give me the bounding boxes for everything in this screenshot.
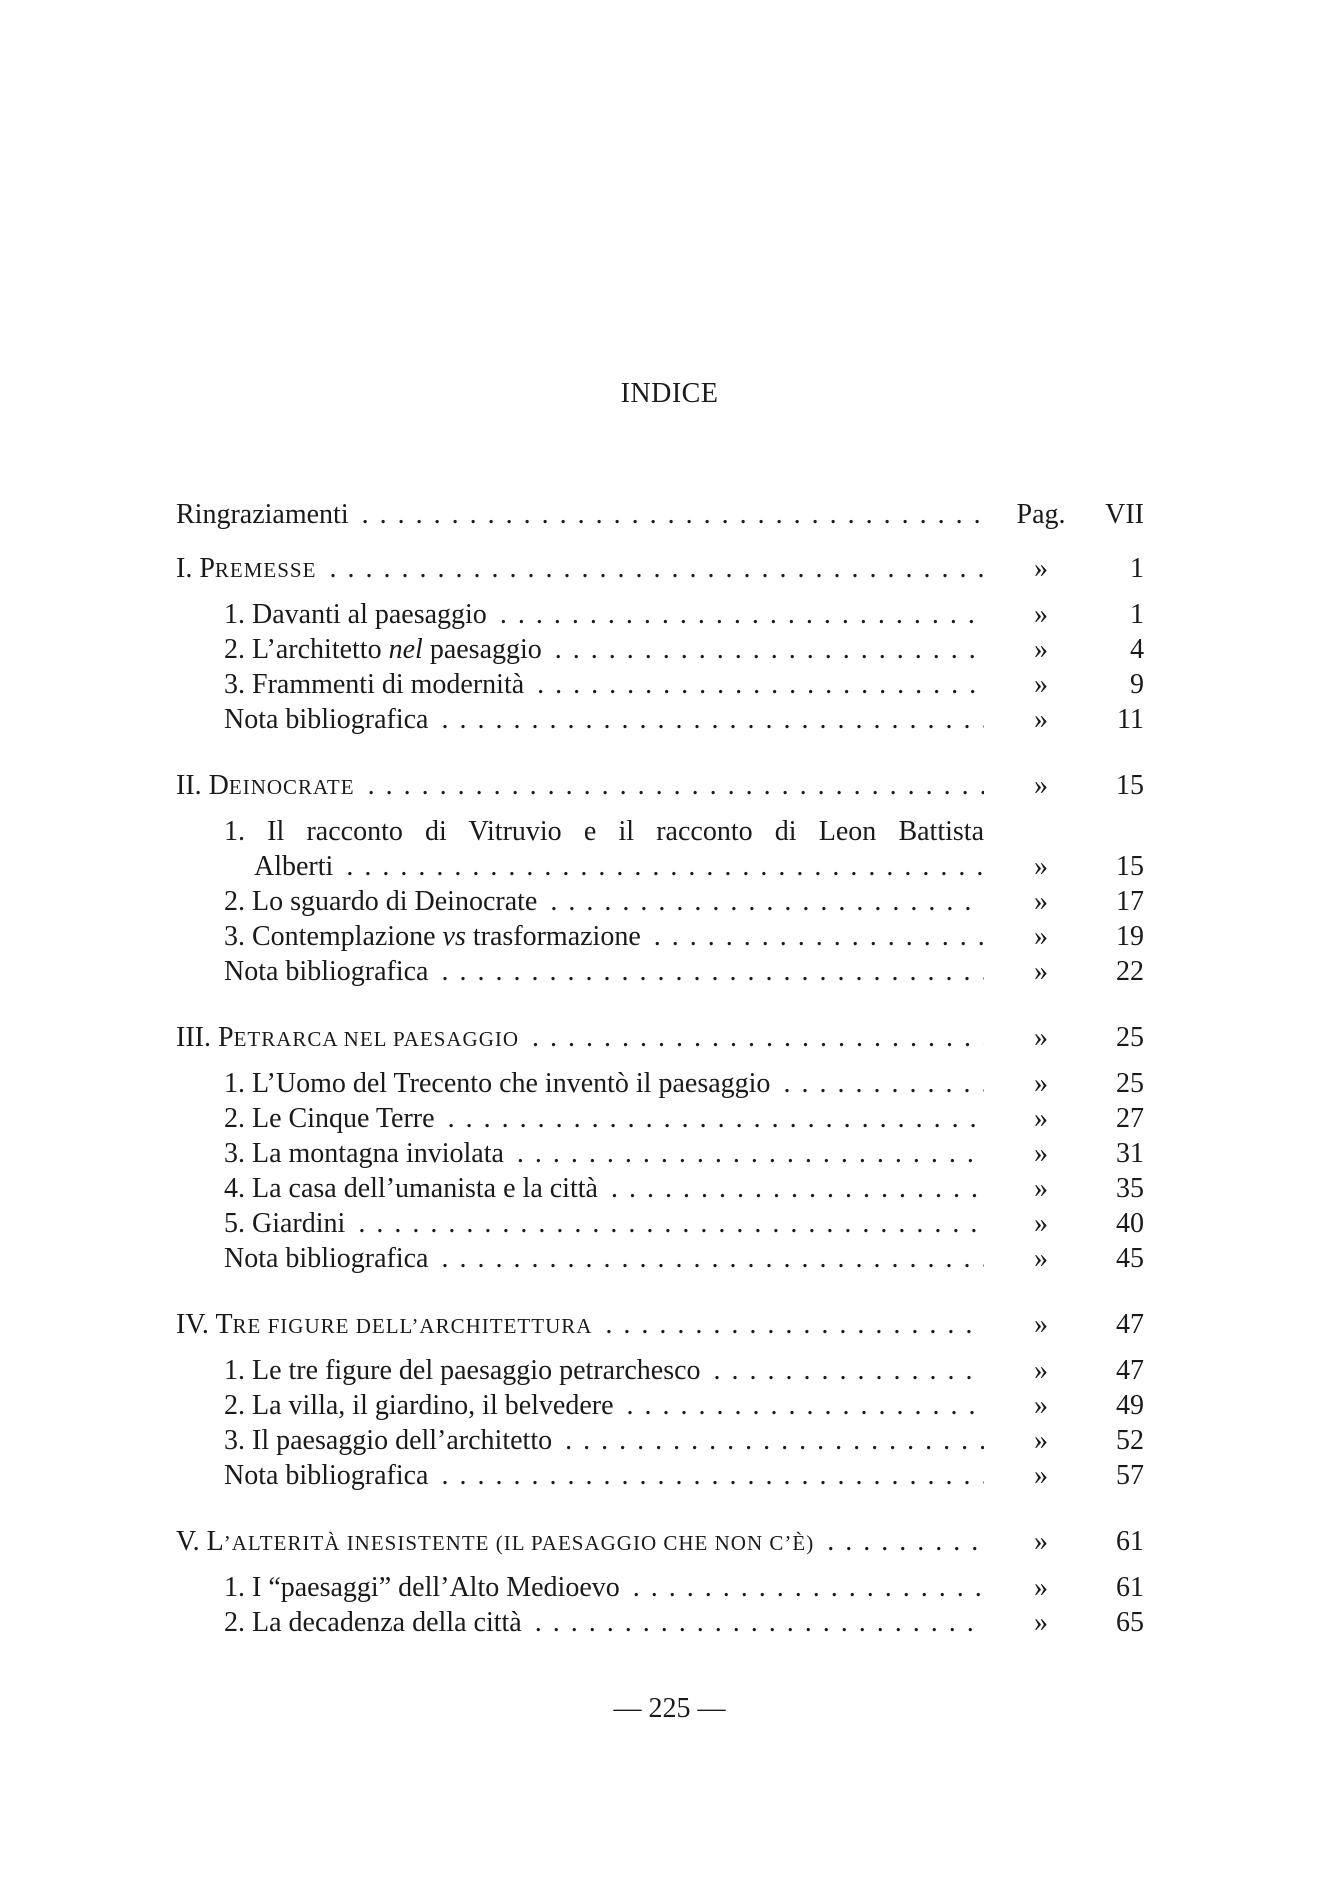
ditto-mark: »: [1034, 886, 1048, 917]
toc-entry[interactable]: [176, 597, 1144, 632]
ditto-mark: »: [1034, 1390, 1048, 1421]
ditto-mark: »: [1034, 1309, 1048, 1340]
toc-entry[interactable]: [176, 1066, 1144, 1101]
toc-entry[interactable]: [176, 1605, 1144, 1640]
entry-title: 3. Frammenti di modernità: [224, 669, 528, 700]
pag-label: Pag.: [1016, 499, 1066, 530]
entry-page: 1: [1130, 553, 1144, 584]
entry-page: 1: [1130, 599, 1144, 630]
chapter-title: RE FIGURE DELL’ARCHITETTURA: [232, 1314, 593, 1338]
ditto-mark: »: [1034, 1526, 1048, 1557]
toc-entry[interactable]: [176, 1206, 1144, 1241]
ditto-mark: »: [1034, 553, 1048, 584]
toc-entry[interactable]: [176, 1136, 1144, 1171]
entry-title: 4. La casa dell’umanista e la città: [224, 1173, 602, 1204]
entry-title: 5. Giardini: [224, 1208, 349, 1239]
entry-page: 17: [1116, 886, 1144, 917]
toc-chapter-1[interactable]: I. PREMESSE . . . » 1: [176, 551, 1144, 586]
toc-chapter-3[interactable]: III. PETRARCA NEL PAESAGGIO . . . » 25: [176, 1020, 1144, 1055]
entry-page: 47: [1116, 1309, 1144, 1340]
entry-page: 11: [1117, 704, 1144, 735]
entry-page: 27: [1116, 1103, 1144, 1134]
entry-page: 31: [1116, 1138, 1144, 1169]
entry-title: 3. Il paesaggio dell’architetto: [224, 1425, 556, 1456]
entry-title: Nota bibliografica: [224, 1460, 432, 1491]
toc-entry[interactable]: [176, 667, 1144, 702]
toc-entry[interactable]: [176, 1458, 1144, 1493]
entry-page: 57: [1116, 1460, 1144, 1491]
chapter-numeral: III.: [176, 1022, 211, 1053]
entry-title: 2. La decadenza della città: [224, 1607, 526, 1638]
toc-entry[interactable]: [176, 702, 1144, 737]
entry-title: 1. I “paesaggi” dell’Alto Medioevo: [224, 1572, 624, 1603]
entry-title: Ringraziamenti: [176, 499, 353, 530]
toc-entry[interactable]: [176, 1353, 1144, 1388]
ditto-mark: »: [1034, 669, 1048, 700]
ditto-mark: »: [1034, 1068, 1048, 1099]
toc-entry[interactable]: [176, 954, 1144, 989]
entry-title: 3. La montagna inviolata: [224, 1138, 508, 1169]
toc-chapter-4[interactable]: IV. TRE FIGURE DELL’ARCHITETTURA . . . » 47: [176, 1307, 1144, 1342]
toc-entry[interactable]: 2. L’architetto nel paesaggio . . . » 4: [176, 632, 1144, 667]
toc-entry[interactable]: [176, 1388, 1144, 1423]
table-of-contents: [176, 497, 1144, 1640]
entry-page: 65: [1116, 1607, 1144, 1638]
entry-page: VII: [1105, 499, 1144, 530]
ditto-mark: »: [1034, 1208, 1048, 1239]
entry-title: 2. Lo sguardo di Deinocrate: [224, 886, 541, 917]
ditto-mark: »: [1034, 921, 1048, 952]
entry-page: 4: [1130, 634, 1144, 665]
chapter-numeral: IV.: [176, 1309, 209, 1340]
ditto-mark: »: [1034, 956, 1048, 987]
chapter-title: REMESSE: [214, 558, 317, 582]
toc-entry[interactable]: [176, 849, 1144, 884]
chapter-numeral: V.: [176, 1526, 200, 1557]
ditto-mark: »: [1034, 704, 1048, 735]
toc-chapter-2[interactable]: II. DEINOCRATE . . . » 15: [176, 768, 1144, 803]
entry-title: 1. L’Uomo del Trecento che inventò il paesaggio: [224, 1068, 774, 1099]
entry-title: 1. Davanti al paesaggio: [224, 599, 491, 630]
entry-page: 25: [1116, 1068, 1144, 1099]
entry-page: 61: [1116, 1572, 1144, 1603]
entry-title: Nota bibliografica: [224, 956, 432, 987]
ditto-mark: »: [1034, 1425, 1048, 1456]
entry-title: 2. Le Cinque Terre: [224, 1103, 439, 1134]
toc-entry[interactable]: [176, 814, 1144, 849]
ditto-mark: »: [1034, 770, 1048, 801]
toc-entry[interactable]: [176, 1101, 1144, 1136]
entry-page: 52: [1116, 1425, 1144, 1456]
entry-page: 9: [1130, 669, 1144, 700]
ditto-mark: »: [1034, 1572, 1048, 1603]
toc-entry[interactable]: [176, 1241, 1144, 1276]
ditto-mark: »: [1034, 1138, 1048, 1169]
ditto-mark: »: [1034, 1460, 1048, 1491]
toc-entry[interactable]: [176, 1423, 1144, 1458]
entry-page: 45: [1116, 1243, 1144, 1274]
entry-page: 40: [1116, 1208, 1144, 1239]
entry-page: 15: [1116, 851, 1144, 882]
ditto-mark: »: [1034, 1022, 1048, 1053]
entry-title: 2. La villa, il giardino, il belvedere: [224, 1390, 618, 1421]
toc-entry[interactable]: 3. Contemplazione vs trasformazione . . . » 19: [176, 919, 1144, 954]
chapter-title: ETRARCA NEL PAESAGGIO: [233, 1027, 520, 1051]
entry-page: 15: [1116, 770, 1144, 801]
toc-entry-ringraziamenti[interactable]: [176, 497, 1144, 532]
chapter-title: ’ALTERITÀ INESISTENTE (IL PAESAGGIO CHE NON C’È): [223, 1531, 815, 1555]
entry-page: 22: [1116, 956, 1144, 987]
entry-page: 35: [1116, 1173, 1144, 1204]
page-title: INDICE: [620, 378, 719, 409]
toc-entry[interactable]: [176, 884, 1144, 919]
ditto-mark: »: [1034, 1243, 1048, 1274]
ditto-mark: »: [1034, 634, 1048, 665]
entry-title: Nota bibliografica: [224, 704, 432, 735]
ditto-mark: »: [1034, 599, 1048, 630]
ditto-mark: »: [1034, 1103, 1048, 1134]
entry-title: Alberti: [254, 851, 337, 882]
chapter-numeral: I.: [176, 553, 193, 584]
entry-title: 1. Il racconto di Vitruvio e il racconto di Leon Battista: [224, 816, 984, 847]
page-number: — 225 —: [613, 1693, 726, 1724]
chapter-title: EINOCRATE: [228, 775, 355, 799]
toc-entry[interactable]: [176, 1570, 1144, 1605]
toc-chapter-5[interactable]: V. L’ALTERITÀ INESISTENTE (IL PAESAGGIO CHE NON C’È) . . . » 61: [176, 1524, 1144, 1559]
ditto-mark: »: [1034, 851, 1048, 882]
ditto-mark: »: [1034, 1173, 1048, 1204]
entry-page: 49: [1116, 1390, 1144, 1421]
chapter-numeral: II.: [176, 770, 202, 801]
entry-page: 61: [1116, 1526, 1144, 1557]
entry-title: 1. Le tre figure del paesaggio petrarchesco: [224, 1355, 705, 1386]
entry-page: 19: [1116, 921, 1144, 952]
entry-page: 47: [1116, 1355, 1144, 1386]
entry-title: Nota bibliografica: [224, 1243, 432, 1274]
ditto-mark: »: [1034, 1355, 1048, 1386]
entry-page: 25: [1116, 1022, 1144, 1053]
ditto-mark: »: [1034, 1607, 1048, 1638]
toc-entry[interactable]: [176, 1171, 1144, 1206]
